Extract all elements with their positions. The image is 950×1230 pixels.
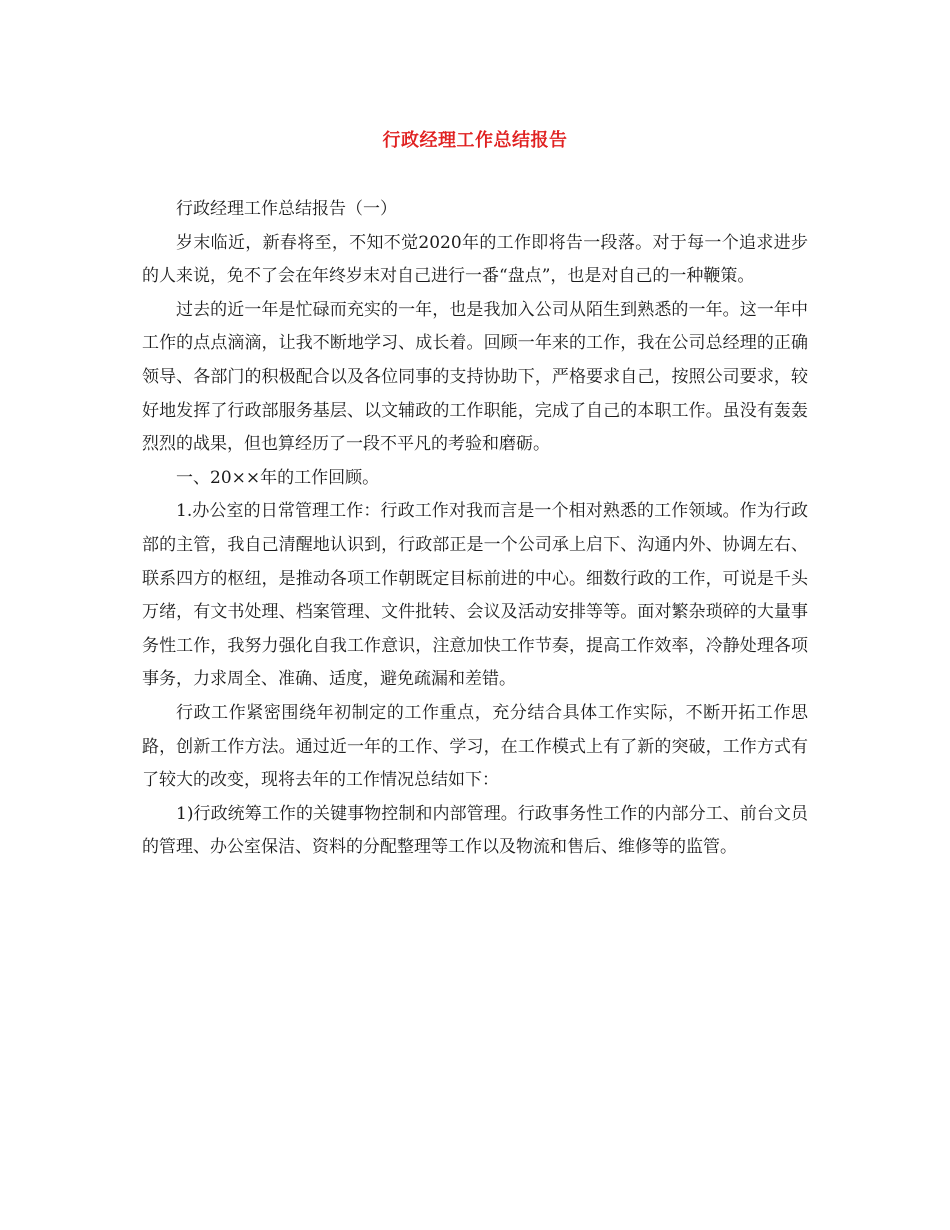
paragraph: 行政工作紧密围绕年初制定的工作重点，充分结合具体工作实际，不断开拓工作思路，创新工作方法。通过近一年的工作、学习，在工作模式上有了新的突破，工作方式有了较大的改变，现将去年的工作情况总结如下： xyxy=(142,702,808,791)
paragraph-heading: 行政经理工作总结报告（一） xyxy=(176,199,397,219)
paragraph: 1.办公室的日常管理工作：行政工作对我而言是一个相对熟悉的工作领域。作为行政部的主管，我自己清醒地认识到，行政部正是一个公司承上启下、沟通内外、协调左右、联系四方的枢纽，是推动各项工作朝既定目标前进的中心。细数行政的工作，可说是千头万绪，有文书处理、档案管理、文件批转、会议及活动安排等等。面对繁杂琐碎的大量事务性工作，我努力强化自我工作意识，注意加快工作节奏，提高工作效率，冷静处理各项事务，力求周全、准确、适度，避免疏漏和差错。 xyxy=(142,501,808,690)
document-body xyxy=(142,193,808,865)
paragraph: 岁末临近，新春将至，不知不觉2020年的工作即将告一段落。对于每一个追求进步的人来说，免不了会在年终岁末对自己进行一番“盘点”，也是对自己的一种鞭策。 xyxy=(142,232,808,287)
paragraph: 1)行政统筹工作的关键事物控制和内部管理。行政事务性工作的内部分工、前台文员的管理、办公室保洁、资料的分配整理等工作以及物流和售后、维修等的监管。 xyxy=(142,803,808,858)
paragraph: 过去的近一年是忙碌而充实的一年，也是我加入公司从陌生到熟悉的一年。这一年中工作的点点滴滴，让我不断地学习、成长着。回顾一年来的工作，我在公司总经理的正确领导、各部门的积极配合以及各位同事的支持协助下，严格要求自己，按照公司要求，较好地发挥了行政部服务基层、以文辅政的工作职能，完成了自己的本职工作。虽没有轰轰烈烈的战果，但也算经历了一段不平凡的考验和磨砺。 xyxy=(142,299,808,455)
document-title: 行政经理工作总结报告 xyxy=(382,130,568,151)
section-heading: 一、20××年的工作回顾。 xyxy=(176,467,380,488)
